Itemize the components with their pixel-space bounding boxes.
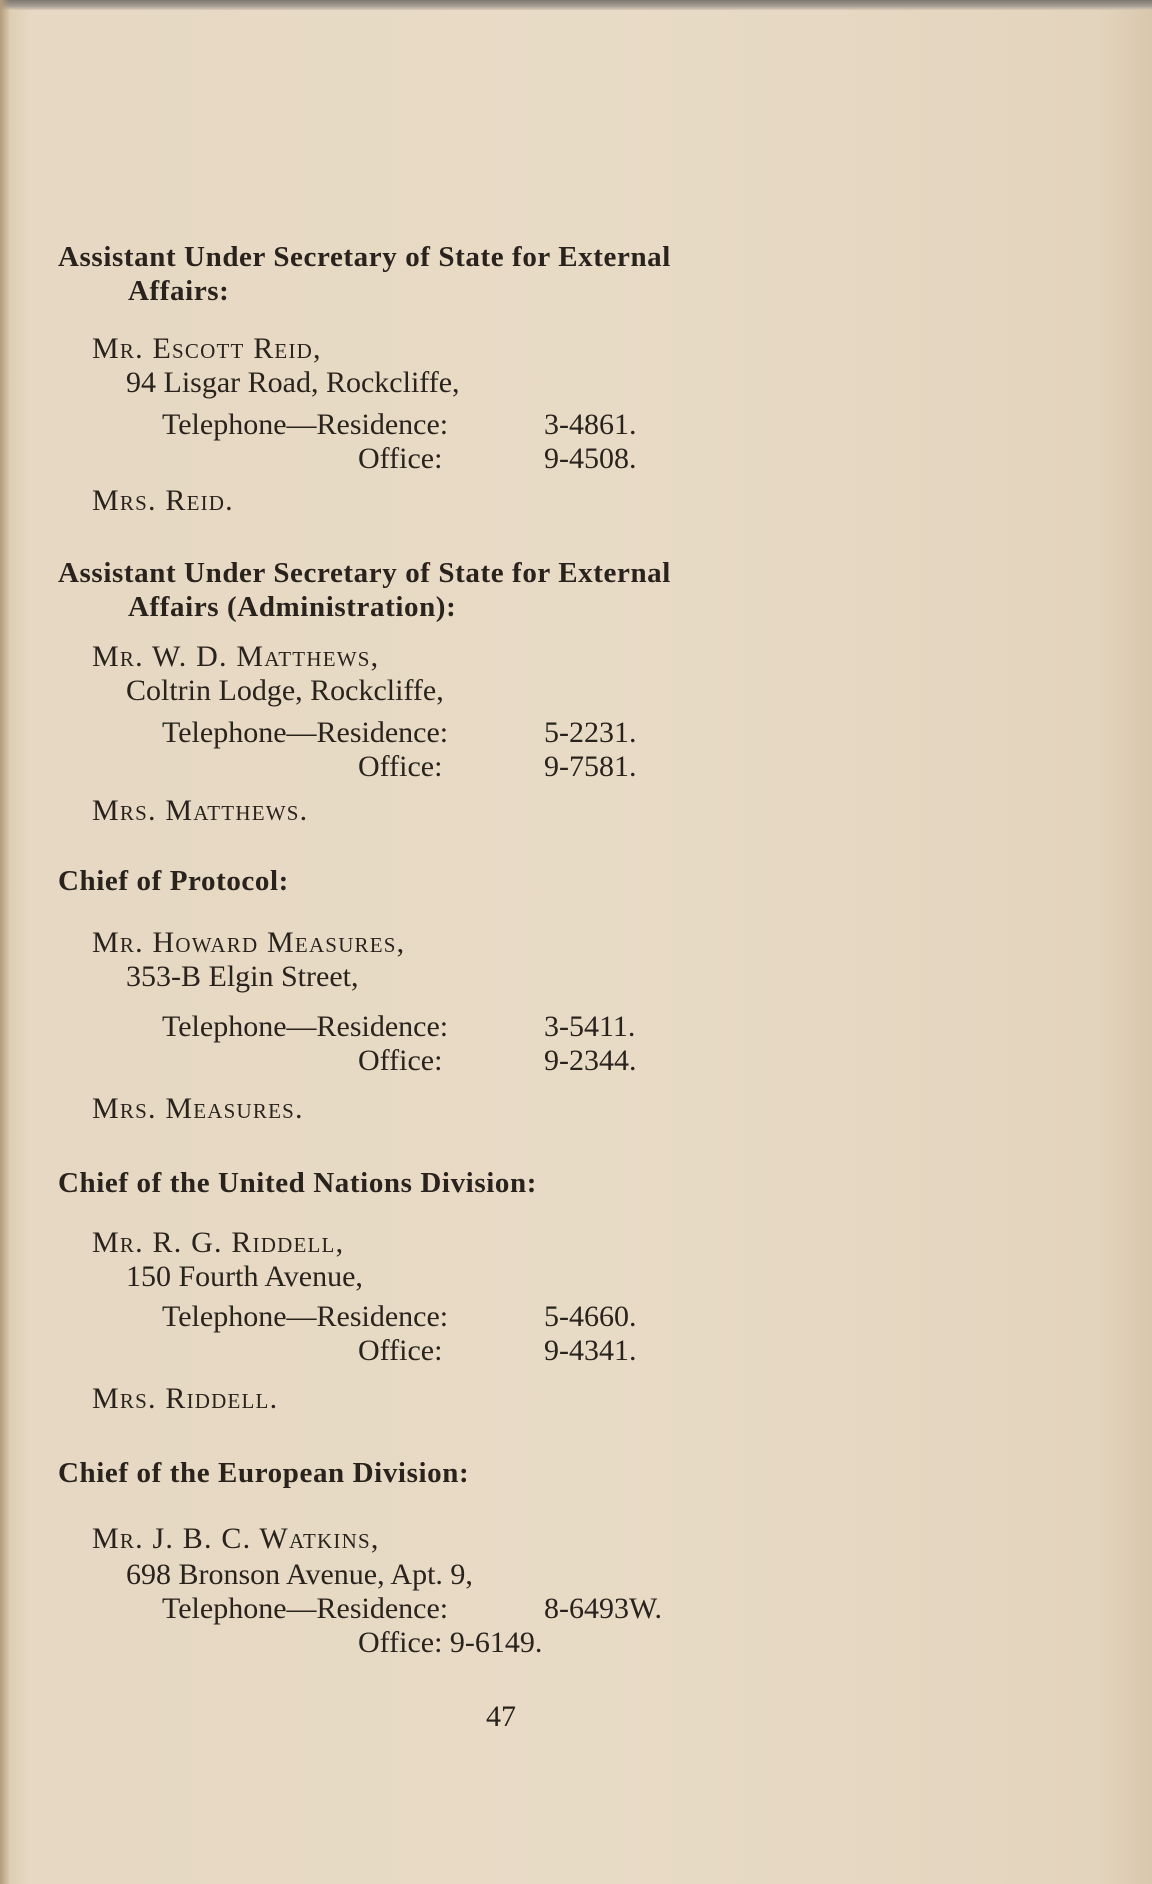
- residence-number: 3-5411.: [544, 1010, 636, 1043]
- official-address: Coltrin Lodge, Rockcliffe,: [126, 674, 444, 707]
- heading-line-1: Chief of Protocol:: [58, 865, 289, 897]
- spouse-name: Mrs. Reid.: [92, 484, 234, 517]
- official-address: 353-B Elgin Street,: [126, 960, 359, 993]
- office-label: Office:: [358, 1044, 443, 1077]
- office-number: 9-4341.: [544, 1334, 637, 1367]
- telephone-office: [358, 1626, 542, 1660]
- telephone-label: Telephone—Residence:: [162, 1010, 449, 1043]
- office-label: Office:: [358, 1626, 443, 1659]
- heading-line-2: Affairs (Administration):: [128, 591, 457, 623]
- office-label: Office:: [358, 442, 443, 475]
- telephone-label: Telephone—Residence:: [162, 1300, 449, 1333]
- telephone-office: [358, 442, 637, 476]
- official-address: 698 Bronson Avenue, Apt. 9,: [126, 1558, 473, 1591]
- heading-line-1: Chief of the United Nations Division:: [58, 1167, 537, 1199]
- official-address: 94 Lisgar Road, Rockcliffe,: [126, 366, 460, 399]
- office-label: Office:: [358, 1334, 443, 1367]
- residence-number: 8-6493W.: [544, 1592, 663, 1625]
- telephone-label: Telephone—Residence:: [162, 1592, 449, 1625]
- official-name: Mr. J. B. C. Watkins,: [92, 1522, 380, 1555]
- section-heading: [58, 864, 978, 898]
- page-left-shadow: [0, 0, 10, 1884]
- office-number: 9-7581.: [544, 750, 637, 783]
- section-heading: [58, 240, 978, 308]
- telephone-residence: [162, 1010, 635, 1044]
- heading-line-1: Chief of the European Division:: [58, 1457, 470, 1489]
- residence-number: 3-4861.: [544, 408, 637, 441]
- spouse-name: Mrs. Riddell.: [92, 1382, 279, 1415]
- telephone-residence: [162, 1300, 637, 1334]
- office-number: 9-2344.: [544, 1044, 637, 1077]
- residence-number: 5-2231.: [544, 716, 637, 749]
- spouse-name: Mrs. Measures.: [92, 1092, 304, 1125]
- telephone-residence: [162, 1592, 662, 1626]
- heading-line-1: Assistant Under Secretary of State for External: [58, 557, 671, 589]
- telephone-residence: [162, 408, 637, 442]
- office-label: Office:: [358, 750, 443, 783]
- office-number: 9-6149.: [449, 1626, 543, 1659]
- official-name: Mr. R. G. Riddell,: [92, 1226, 345, 1259]
- section-heading: [58, 1166, 978, 1200]
- telephone-residence: [162, 716, 637, 750]
- page-number: 47: [486, 1700, 516, 1733]
- section-heading: [58, 1456, 978, 1490]
- official-address: 150 Fourth Avenue,: [126, 1260, 363, 1293]
- residence-number: 5-4660.: [544, 1300, 637, 1333]
- spouse-name: Mrs. Matthews.: [92, 794, 309, 827]
- telephone-label: Telephone—Residence:: [162, 716, 449, 749]
- heading-line-1: Assistant Under Secretary of State for External: [58, 241, 671, 273]
- telephone-office: [358, 1044, 637, 1078]
- section-heading: [58, 556, 978, 624]
- official-name: Mr. Howard Measures,: [92, 926, 406, 959]
- page-top-edge: [0, 0, 1152, 10]
- telephone-office: [358, 750, 637, 784]
- office-number: 9-4508.: [544, 442, 637, 475]
- heading-line-2: Affairs:: [128, 275, 230, 307]
- official-name: Mr. W. D. Matthews,: [92, 640, 380, 673]
- telephone-office: [358, 1334, 637, 1368]
- official-name: Mr. Escott Reid,: [92, 332, 322, 365]
- telephone-label: Telephone—Residence:: [162, 408, 449, 441]
